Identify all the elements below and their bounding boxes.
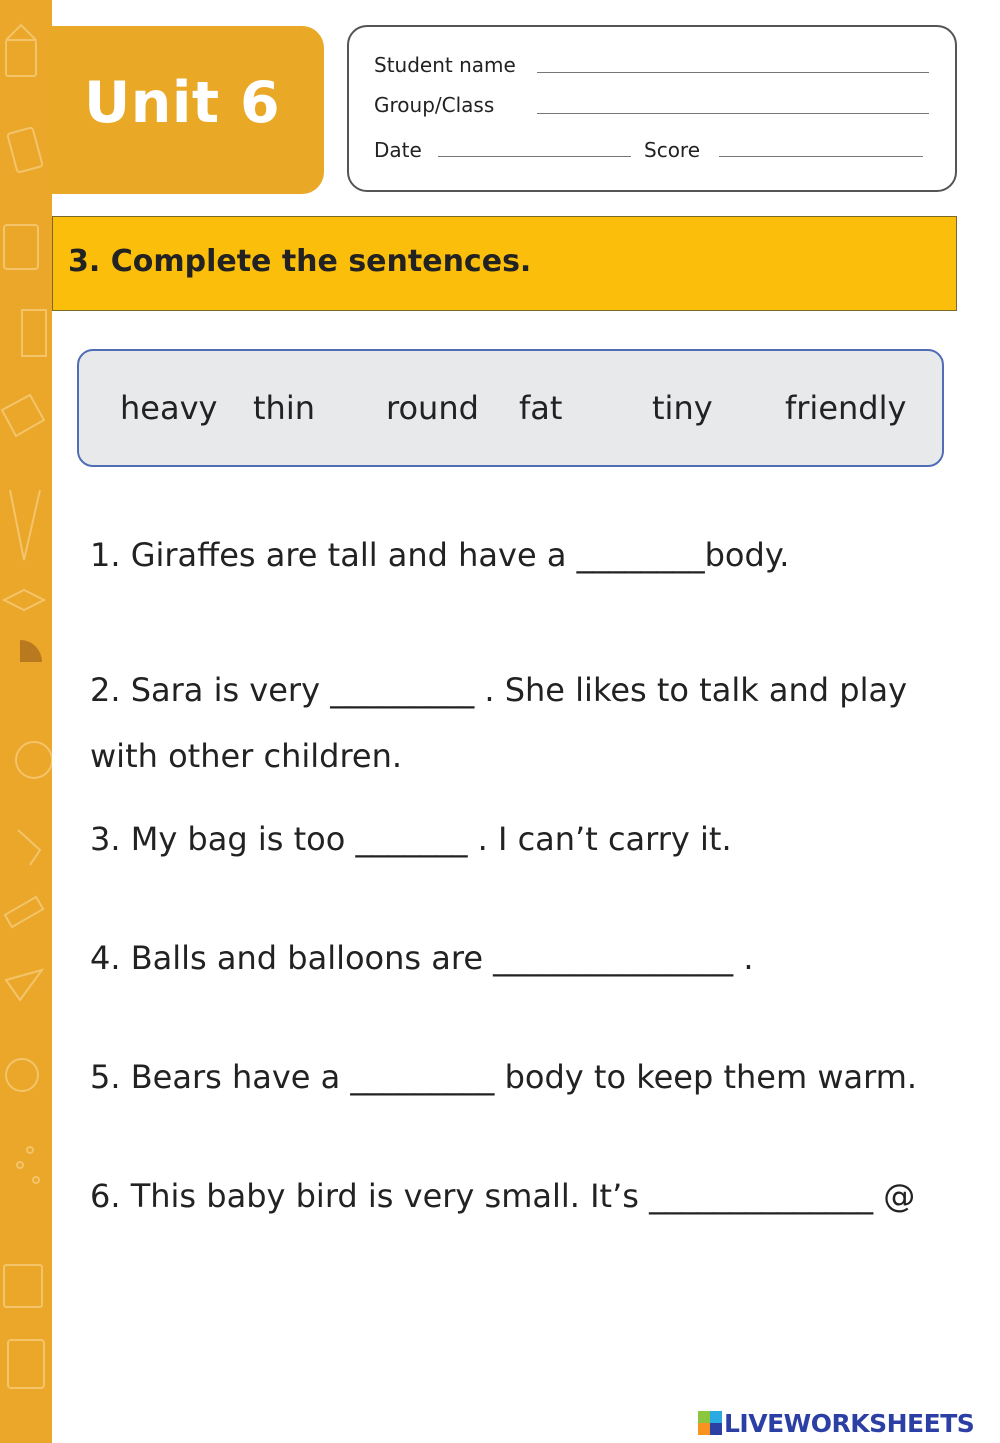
exercise-banner bbox=[52, 216, 957, 311]
word-bank-item[interactable]: fat bbox=[519, 389, 563, 427]
group-class-label: Group/Class bbox=[374, 93, 495, 117]
sentence-5[interactable]: 5. Bears have a _________ body to keep them warm. bbox=[90, 1058, 918, 1096]
liveworksheets-logo bbox=[698, 1408, 974, 1438]
sentence-6[interactable]: 6. This baby bird is very small. It’s ______________ @ bbox=[90, 1177, 916, 1215]
sentence-2[interactable]: 2. Sara is very _________ . She likes to talk and play bbox=[90, 671, 908, 709]
student-name-field[interactable] bbox=[537, 72, 929, 73]
word-bank bbox=[77, 349, 944, 467]
score-field[interactable] bbox=[719, 156, 923, 157]
student-name-label: Student name bbox=[374, 53, 516, 77]
sentence-3[interactable]: 3. My bag is too _______ . I can’t carry it. bbox=[90, 820, 732, 858]
sentence-4[interactable]: 4. Balls and balloons are _______________ . bbox=[90, 939, 754, 977]
score-label: Score bbox=[644, 138, 701, 162]
liveworksheets-logo-icon bbox=[698, 1411, 722, 1435]
date-field[interactable] bbox=[438, 156, 631, 157]
sentence-1[interactable]: 1. Giraffes are tall and have a ________body. bbox=[90, 536, 790, 574]
student-info-box bbox=[347, 25, 957, 192]
exercise-title: 3. Complete the sentences. bbox=[68, 244, 532, 279]
group-class-field[interactable] bbox=[537, 113, 929, 114]
unit-title: Unit 6 bbox=[84, 70, 281, 136]
date-label: Date bbox=[374, 138, 422, 162]
word-bank-item[interactable]: round bbox=[386, 389, 479, 427]
word-bank-item[interactable]: heavy bbox=[120, 389, 218, 427]
side-decoration-strip bbox=[0, 0, 52, 1443]
brand-name: LIVEWORKSHEETS bbox=[724, 1408, 975, 1438]
word-bank-item[interactable]: tiny bbox=[652, 389, 713, 427]
school-doodles-icon bbox=[0, 0, 52, 1443]
sentence-2-continued: with other children. bbox=[90, 737, 403, 775]
word-bank-item[interactable]: thin bbox=[253, 389, 315, 427]
word-bank-item[interactable]: friendly bbox=[785, 389, 907, 427]
